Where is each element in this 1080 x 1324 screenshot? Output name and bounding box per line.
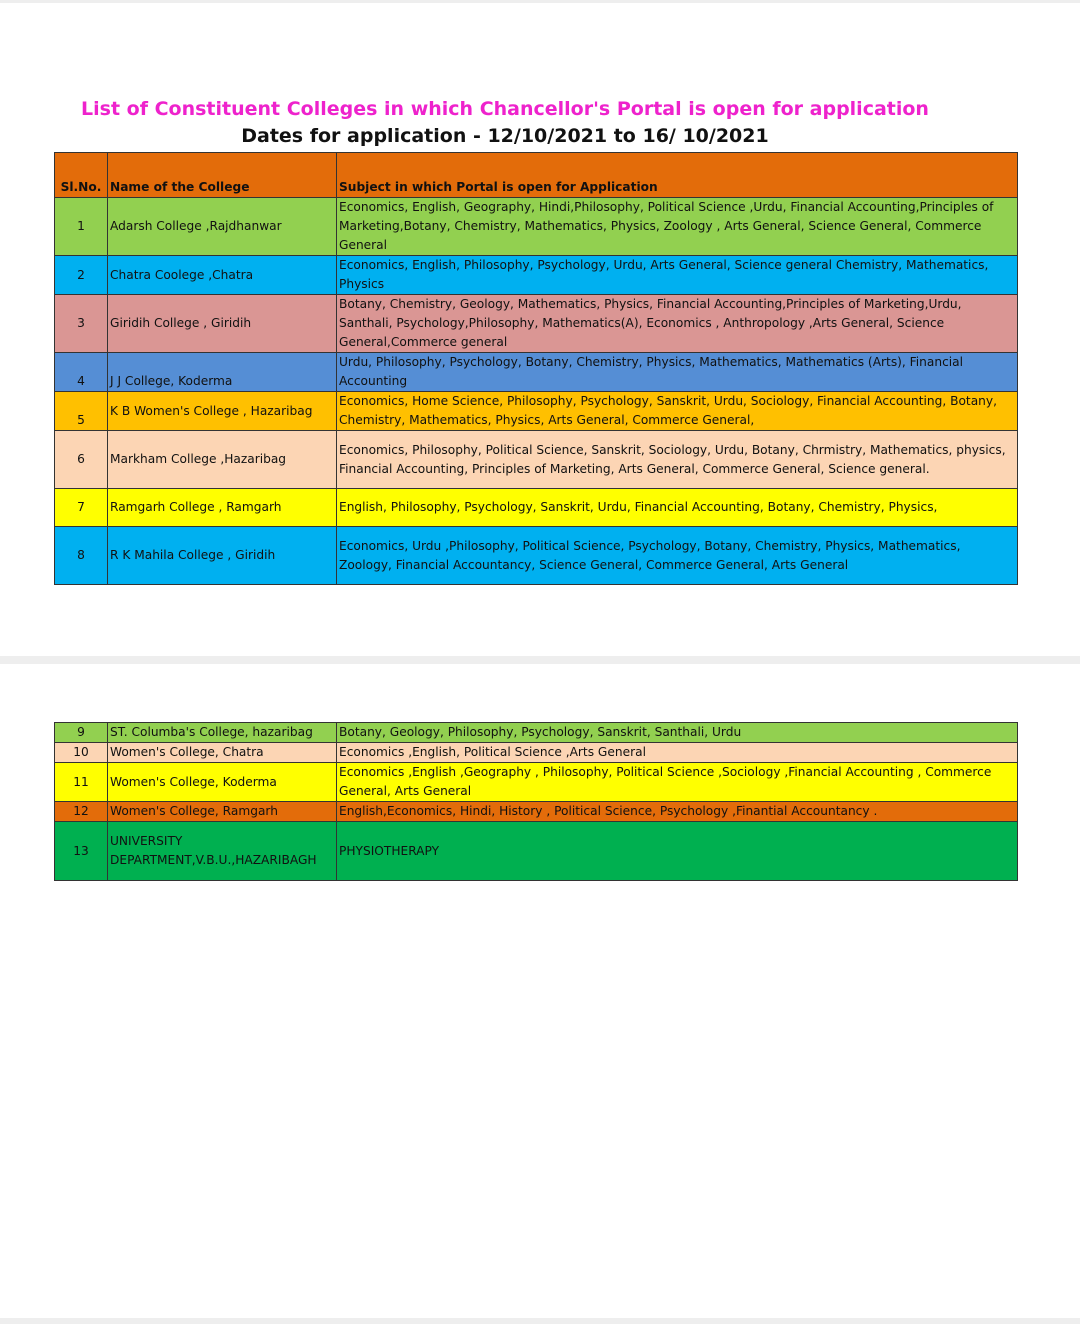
row-subjects: English,Economics, Hindi, History , Political Science, Psychology ,Finantial Accountancy . xyxy=(337,802,1018,822)
row-subjects: Economics, Urdu ,Philosophy, Political Science, Psychology, Botany, Chemistry, Physics, Mathematics, Zoology, Financial Accountancy, Science General, Commerce General, Arts General xyxy=(337,527,1018,585)
table-row xyxy=(55,743,1018,763)
page-title: List of Constituent Colleges in which Chancellor's Portal is open for application xyxy=(81,98,929,120)
row-subjects: Urdu, Philosophy, Psychology, Botany, Chemistry, Physics, Mathematics, Mathematics (Arts), Financial Accounting xyxy=(337,353,1018,392)
row-sl-no: 1 xyxy=(55,198,108,256)
row-college-name: Adarsh College ,Rajdhanwar xyxy=(108,198,337,256)
application-dates: Dates for application - 12/10/2021 to 16/ 10/2021 xyxy=(241,125,769,147)
table-header-row xyxy=(55,153,1018,198)
row-college-name: Ramgarh College , Ramgarh xyxy=(108,489,337,527)
header-sl-no: Sl.No. xyxy=(55,153,108,198)
row-subjects: Economics ,English ,Geography , Philosophy, Political Science ,Sociology ,Financial Accounting , Commerce General, Arts General xyxy=(337,763,1018,802)
row-sl-no: 4 xyxy=(55,353,108,392)
row-college-name: Women's College, Chatra xyxy=(108,743,337,763)
row-subjects: Botany, Geology, Philosophy, Psychology, Sanskrit, Santhali, Urdu xyxy=(337,723,1018,743)
colleges-table-part-1 xyxy=(54,152,1018,585)
page-bottom-edge xyxy=(0,1318,1080,1324)
row-sl-no: 9 xyxy=(55,723,108,743)
table-row xyxy=(55,431,1018,489)
row-subjects: Economics, Philosophy, Political Science, Sanskrit, Sociology, Urdu, Botany, Chrmistry, Mathematics, physics, Financial Accounting, Principles of Marketing, Arts General, Commerce General, Science general. xyxy=(337,431,1018,489)
row-college-name: K B Women's College , Hazaribag xyxy=(108,392,337,431)
row-sl-no: 13 xyxy=(55,822,108,881)
table-row xyxy=(55,822,1018,881)
table-row xyxy=(55,198,1018,256)
table-row xyxy=(55,723,1018,743)
colleges-table-part-2 xyxy=(54,722,1018,881)
row-subjects: Economics, English, Geography, Hindi,Philosophy, Political Science ,Urdu, Financial Accounting,Principles of Marketing,Botany, Chemistry, Mathematics, Physics, Zoology , Arts General, Science General, Commerce General xyxy=(337,198,1018,256)
row-subjects: English, Philosophy, Psychology, Sanskrit, Urdu, Financial Accounting, Botany, Chemistry, Physics, xyxy=(337,489,1018,527)
row-college-name: UNIVERSITY DEPARTMENT,V.B.U.,HAZARIBAGH xyxy=(108,822,337,881)
row-college-name: Chatra Coolege ,Chatra xyxy=(108,256,337,295)
row-college-name: R K Mahila College , Giridih xyxy=(108,527,337,585)
row-college-name: Women's College, Ramgarh xyxy=(108,802,337,822)
table-row xyxy=(55,489,1018,527)
row-sl-no: 8 xyxy=(55,527,108,585)
row-sl-no: 7 xyxy=(55,489,108,527)
page-divider xyxy=(0,656,1080,664)
row-sl-no: 10 xyxy=(55,743,108,763)
row-sl-no: 5 xyxy=(55,392,108,431)
table-row xyxy=(55,802,1018,822)
row-sl-no: 11 xyxy=(55,763,108,802)
row-subjects: Economics, English, Philosophy, Psychology, Urdu, Arts General, Science general Chemistry, Mathematics, Physics xyxy=(337,256,1018,295)
table-row xyxy=(55,295,1018,353)
row-sl-no: 6 xyxy=(55,431,108,489)
row-subjects: Botany, Chemistry, Geology, Mathematics, Physics, Financial Accounting,Principles of Marketing,Urdu, Santhali, Psychology,Philosophy, Mathematics(A), Economics , Anthropology ,Arts General, Science General,Commerce general xyxy=(337,295,1018,353)
row-college-name: Markham College ,Hazaribag xyxy=(108,431,337,489)
row-college-name: ST. Columba's College, hazaribag xyxy=(108,723,337,743)
row-college-name: J J College, Koderma xyxy=(108,353,337,392)
row-subjects: Economics ,English, Political Science ,Arts General xyxy=(337,743,1018,763)
table-row xyxy=(55,392,1018,431)
header-college-name: Name of the College xyxy=(108,153,337,198)
row-subjects: PHYSIOTHERAPY xyxy=(337,822,1018,881)
table-row xyxy=(55,256,1018,295)
table-row xyxy=(55,353,1018,392)
header-subjects: Subject in which Portal is open for Application xyxy=(337,153,1018,198)
table-row xyxy=(55,527,1018,585)
row-college-name: Women's College, Koderma xyxy=(108,763,337,802)
row-sl-no: 2 xyxy=(55,256,108,295)
row-sl-no: 3 xyxy=(55,295,108,353)
page-top-edge xyxy=(0,0,1080,3)
title-block xyxy=(0,96,1080,150)
row-sl-no: 12 xyxy=(55,802,108,822)
table-row xyxy=(55,763,1018,802)
row-college-name: Giridih College , Giridih xyxy=(108,295,337,353)
row-subjects: Economics, Home Science, Philosophy, Psychology, Sanskrit, Urdu, Sociology, Financial Accounting, Botany, Chemistry, Mathematics, Physics, Arts General, Commerce General, xyxy=(337,392,1018,431)
